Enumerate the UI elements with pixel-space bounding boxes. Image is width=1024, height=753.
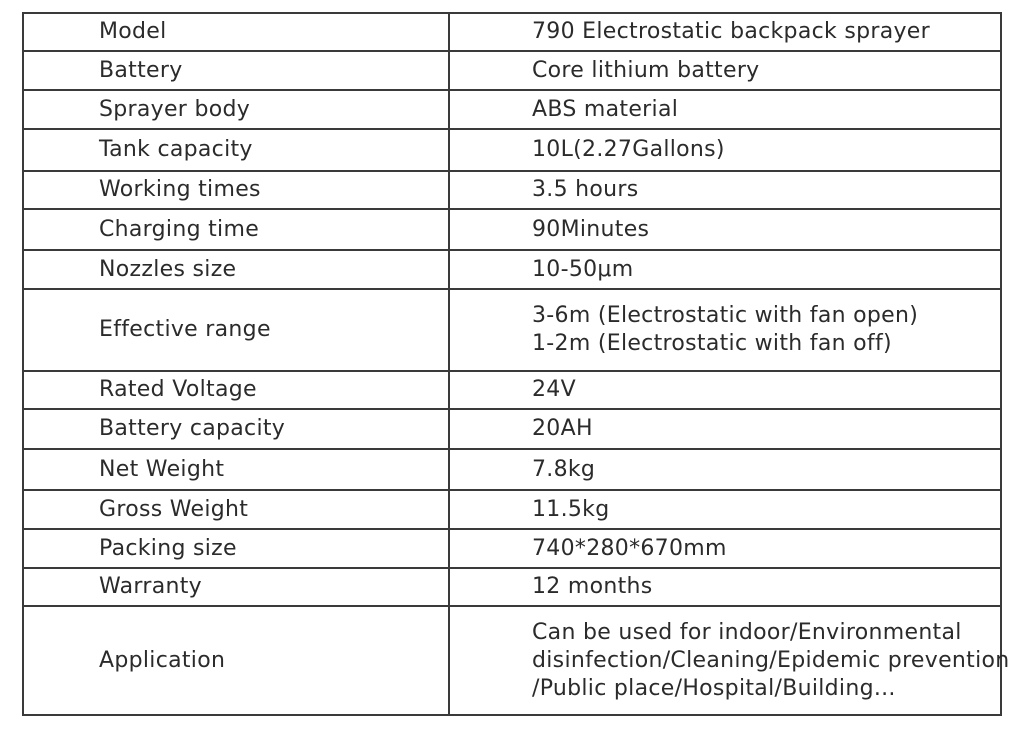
table-row bbox=[23, 171, 1001, 209]
spec-value-line: Core lithium battery bbox=[532, 57, 760, 83]
spec-label: Working times bbox=[23, 171, 449, 209]
table-row bbox=[23, 129, 1001, 171]
table-row bbox=[23, 13, 1001, 51]
spec-label: Application bbox=[23, 606, 449, 715]
spec-table bbox=[22, 12, 1010, 716]
spec-value-line: 20AH bbox=[532, 416, 593, 441]
spec-value bbox=[449, 606, 1010, 715]
spec-label: Battery capacity bbox=[23, 409, 449, 449]
spec-label: Net Weight bbox=[23, 449, 449, 490]
table-row bbox=[23, 51, 1001, 90]
spec-value bbox=[449, 90, 1001, 129]
spec-label: Packing size bbox=[23, 529, 449, 568]
spec-value bbox=[449, 51, 1001, 90]
spec-value bbox=[449, 529, 1001, 568]
spec-value bbox=[449, 13, 1001, 51]
spec-label: Nozzles size bbox=[23, 250, 449, 289]
spec-value-line: 1-2m (Electrostatic with fan off) bbox=[532, 331, 892, 356]
spec-value bbox=[449, 209, 1001, 250]
spec-value bbox=[449, 409, 1001, 449]
spec-value bbox=[449, 490, 1001, 529]
spec-label: Tank capacity bbox=[23, 129, 449, 171]
spec-value-line: 11.5kg bbox=[532, 496, 610, 522]
spec-value bbox=[449, 371, 1001, 409]
spec-value-line: 10L(2.27Gallons) bbox=[532, 137, 725, 162]
spec-label: Sprayer body bbox=[23, 90, 449, 129]
spec-value-line: 3-6m (Electrostatic with fan open) bbox=[532, 303, 919, 328]
spec-label: Gross Weight bbox=[23, 490, 449, 529]
spec-label: Effective range bbox=[23, 289, 449, 371]
spec-label: Battery bbox=[23, 51, 449, 90]
spec-value-line: Can be used for indoor/Environmental bbox=[532, 619, 962, 645]
spec-value-line: 3.5 hours bbox=[532, 177, 639, 202]
spec-value-line: 790 Electrostatic backpack sprayer bbox=[532, 19, 930, 44]
table-row bbox=[23, 409, 1001, 449]
spec-value-line: 7.8kg bbox=[532, 456, 596, 482]
spec-value-line: 740*280*670mm bbox=[532, 535, 727, 561]
table-row bbox=[23, 371, 1001, 409]
table-row bbox=[23, 568, 1001, 606]
spec-value bbox=[449, 129, 1001, 171]
table-row bbox=[23, 449, 1001, 490]
spec-label: Rated Voltage bbox=[23, 371, 449, 409]
spec-label: Model bbox=[23, 13, 449, 51]
table-row bbox=[23, 250, 1001, 289]
table-row bbox=[23, 490, 1001, 529]
spec-label: Warranty bbox=[23, 568, 449, 606]
spec-value bbox=[449, 171, 1001, 209]
spec-value bbox=[449, 250, 1001, 289]
table-row bbox=[23, 209, 1001, 250]
spec-value-line: 90Minutes bbox=[532, 216, 650, 242]
spec-value-line: 12 months bbox=[532, 574, 653, 599]
spec-value bbox=[449, 289, 1001, 371]
spec-value-line: disinfection/Cleaning/Epidemic prevention bbox=[532, 647, 1010, 673]
spec-value-line: 10-50μm bbox=[532, 256, 634, 282]
spec-value-line: /Public place/Hospital/Building... bbox=[532, 675, 896, 701]
spec-value-line: ABS material bbox=[532, 96, 679, 122]
spec-value bbox=[449, 568, 1001, 606]
spec-value bbox=[449, 449, 1001, 490]
table-row bbox=[23, 529, 1001, 568]
spec-label: Charging time bbox=[23, 209, 449, 250]
table-row bbox=[23, 289, 1001, 371]
table-row bbox=[23, 606, 1001, 715]
spec-table-body bbox=[23, 13, 1010, 715]
spec-value-line: 24V bbox=[532, 377, 576, 402]
table-row bbox=[23, 90, 1001, 129]
